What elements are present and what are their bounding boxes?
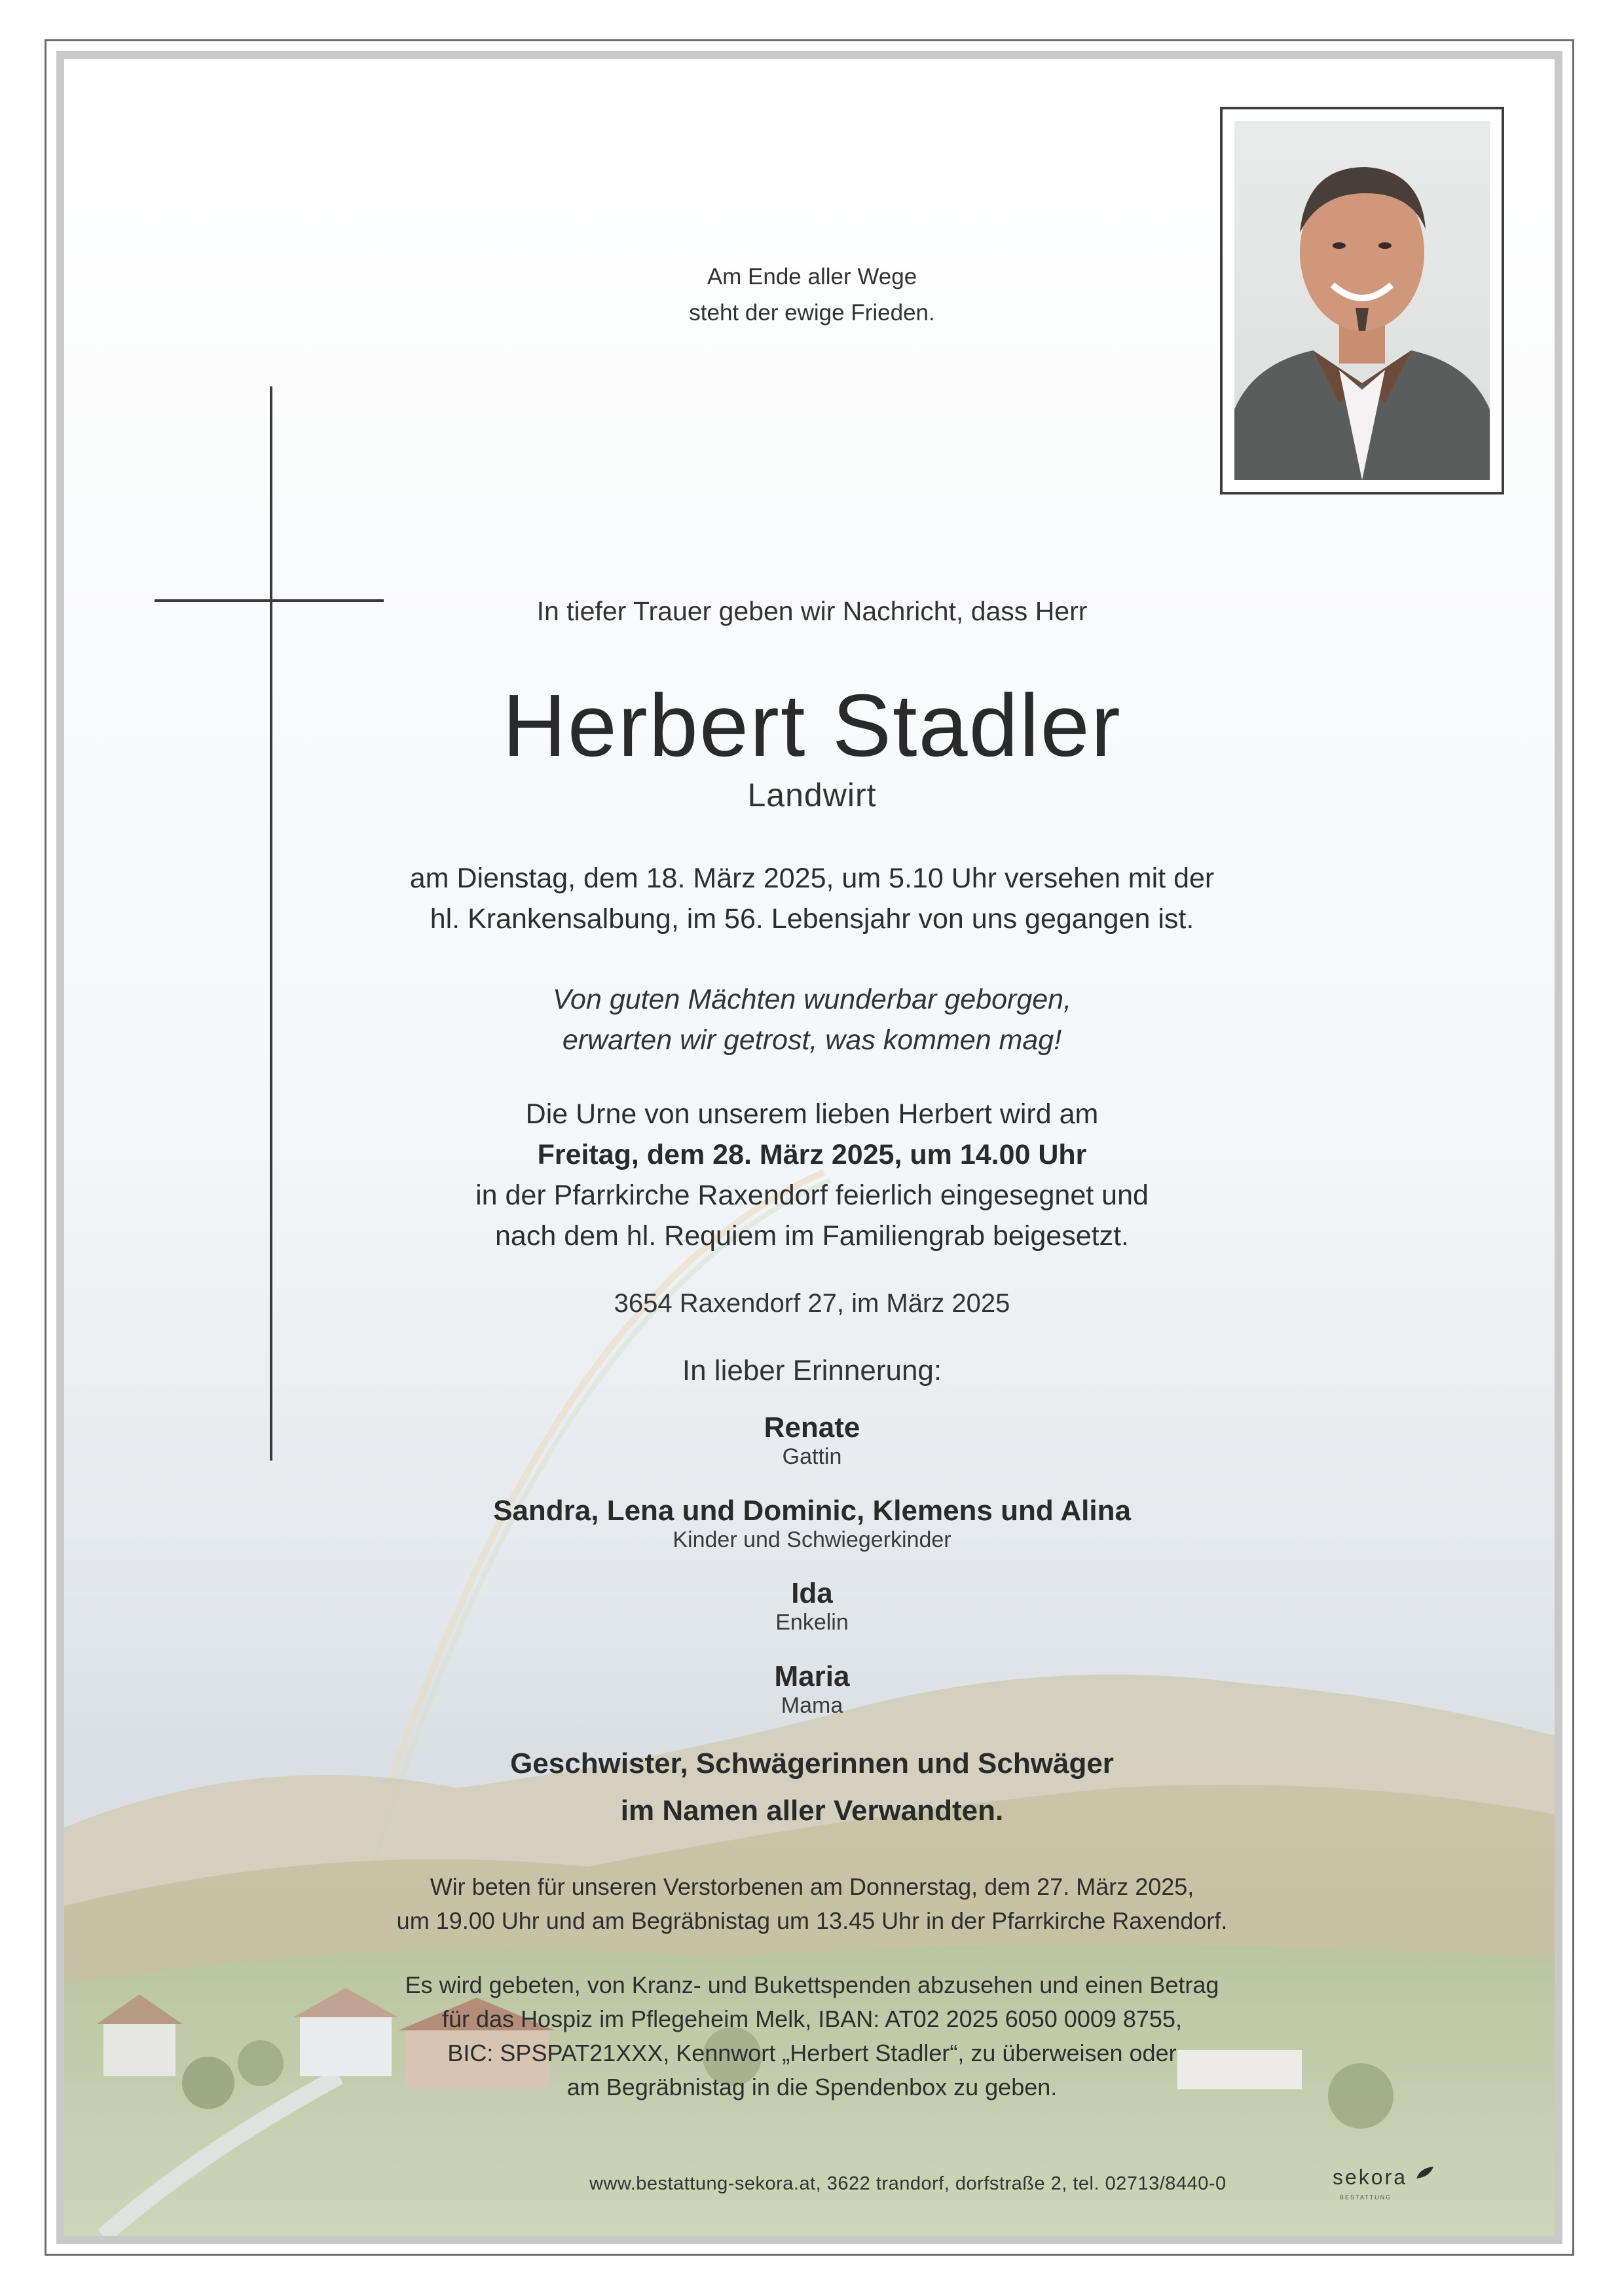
mourner-2	[0, 1495, 1624, 1553]
quote	[0, 979, 1624, 1060]
prayer-line-2: um 19.00 Uhr und am Begräbnistag um 13.45 Uhr in der Pfarrkirche Raxendorf.	[396, 1907, 1228, 1934]
urn-line-1: Die Urne von unserem lieben Herbert wird am	[525, 1098, 1099, 1130]
donation-line-1: Es wird gebeten, von Kranz- und Bukettspenden abzusehen und einen Betrag	[405, 1971, 1219, 1998]
deceased-name: Herbert Stadler	[502, 676, 1122, 775]
footer-contact: www.bestattung-sekora.at, 3622 trandorf, dorfstraße 2, tel. 02713/8440-0	[589, 2173, 1227, 2194]
donation-line-3: BIC: SPSPAT21XXX, Kennwort „Herbert Stadler“, zu überweisen oder	[447, 2040, 1177, 2066]
donation-line-4: am Begräbnistag in die Spendenbox zu geben.	[566, 2074, 1058, 2100]
prayer-line-1: Wir beten für unseren Verstorbenen am Donnerstag, dem 27. März 2025,	[430, 1873, 1194, 1900]
intro-text: In tiefer Trauer geben wir Nachricht, dass Herr	[536, 596, 1088, 626]
mourner-role: Gattin	[782, 1444, 842, 1469]
person-silhouette-icon	[1234, 121, 1490, 480]
donation-line-2: für das Hospiz im Pflegeheim Melk, IBAN: AT02 2025 6050 0009 8755,	[442, 2006, 1182, 2032]
death-notice-line-2: hl. Krankensalbung, im 56. Lebensjahr von uns gegangen ist.	[430, 903, 1194, 935]
mourner-role: Enkelin	[775, 1610, 849, 1635]
urn-line-4: nach dem hl. Requiem im Familiengrab beigesetzt.	[495, 1220, 1129, 1252]
motto-line-1: Am Ende aller Wege	[707, 264, 917, 289]
place-date: 3654 Raxendorf 27, im März 2025	[614, 1289, 1010, 1318]
mourner-1	[0, 1411, 1624, 1470]
urn-date: Freitag, dem 28. März 2025, um 14.00 Uhr	[537, 1139, 1087, 1170]
mourner-name: Renate	[764, 1411, 860, 1444]
leaf-icon	[1415, 2165, 1435, 2180]
donation-notice	[0, 1968, 1624, 2104]
mourner-4	[0, 1660, 1624, 1719]
mourner-3	[0, 1577, 1624, 1635]
urn-notice	[0, 1094, 1624, 1256]
memory-heading: In lieber Erinnerung:	[682, 1354, 942, 1387]
death-notice-line-1: am Dienstag, dem 18. März 2025, um 5.10 Uhr versehen mit der	[409, 863, 1215, 894]
relatives-line-2: im Namen aller Verwandten.	[620, 1795, 1004, 1827]
logo-text: sekora	[1333, 2165, 1408, 2189]
mourner-role: Kinder und Schwiegerkinder	[673, 1527, 951, 1552]
occupation: Landwirt	[747, 777, 877, 813]
mourner-name: Sandra, Lena und Dominic, Klemens und Alina	[493, 1495, 1131, 1527]
portrait-frame	[1220, 107, 1504, 494]
motto-line-2: steht der ewige Frieden.	[689, 300, 935, 326]
portrait-photo	[1234, 121, 1490, 480]
quote-line-1: Von guten Mächten wunderbar geborgen,	[552, 984, 1072, 1015]
death-notice	[0, 858, 1624, 939]
urn-line-3: in der Pfarrkirche Raxendorf feierlich eingesegnet und	[475, 1180, 1149, 1211]
prayer-notice	[0, 1870, 1624, 1938]
mourner-role: Mama	[781, 1693, 843, 1718]
mourner-name: Maria	[774, 1660, 850, 1692]
relatives-line-1: Geschwister, Schwägerinnen und Schwäger	[510, 1747, 1114, 1780]
mourner-name: Ida	[791, 1577, 833, 1609]
sekora-logo	[1333, 2165, 1435, 2190]
logo-subtitle: BESTATTUNG	[1340, 2194, 1392, 2201]
quote-line-2: erwarten wir getrost, was kommen mag!	[562, 1024, 1062, 1056]
